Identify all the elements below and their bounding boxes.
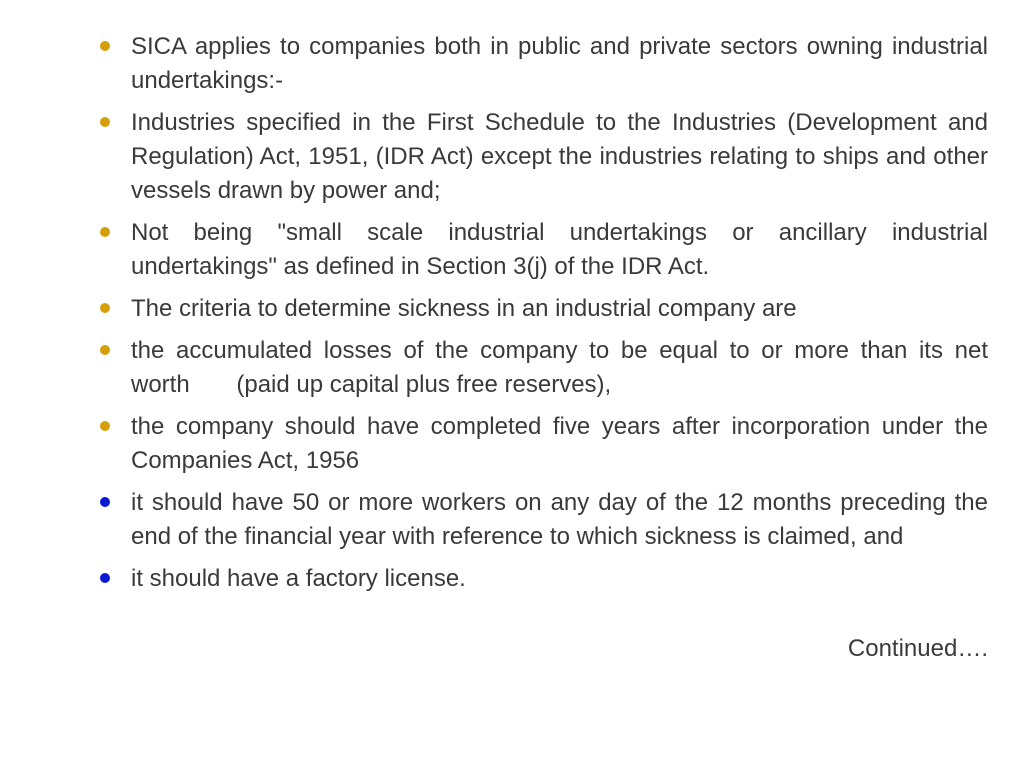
bullet-text: Not being "small scale industrial undertakings or ancillary industrial undertakings" as defined in Section 3(j) of the IDR Act. (131, 219, 988, 280)
bullet-dot-icon (100, 497, 110, 507)
bullet-text: the company should have completed five years after incorporation under the Companies Act, 1956 (131, 413, 988, 474)
bullet-item (100, 216, 988, 284)
bullet-dot-icon (100, 345, 110, 355)
bullet-dot-icon (100, 227, 110, 237)
bullet-item (100, 410, 988, 478)
bullet-item (100, 334, 988, 402)
bullet-dot-icon (100, 41, 110, 51)
bullet-text: SICA applies to companies both in public and private sectors owning industrial undertakings:- (131, 33, 988, 94)
bullet-text: The criteria to determine sickness in an industrial company are (131, 295, 797, 322)
bullet-dot-icon (100, 573, 110, 583)
bullet-item (100, 486, 988, 554)
bullet-text: it should have a factory license. (131, 565, 466, 592)
bullet-list (100, 30, 988, 604)
continued-label: Continued…. (847, 635, 988, 662)
bullet-dot-icon (100, 421, 110, 431)
bullet-text: the accumulated losses of the company to be equal to or more than its net worth (paid up capital plus free reserves), (131, 337, 988, 398)
bullet-dot-icon (100, 303, 110, 313)
bullet-text: it should have 50 or more workers on any day of the 12 months preceding the end of the financial year with reference to which sickness is claimed, and (131, 489, 988, 550)
bullet-dot-icon (100, 117, 110, 127)
bullet-item (100, 562, 988, 596)
bullet-item (100, 106, 988, 208)
bullet-item (100, 292, 988, 326)
bullet-text: Industries specified in the First Schedule to the Industries (Development and Regulation) Act, 1951, (IDR Act) except the industries relating to ships and other vessels drawn by power and; (131, 109, 988, 204)
bullet-item (100, 30, 988, 98)
